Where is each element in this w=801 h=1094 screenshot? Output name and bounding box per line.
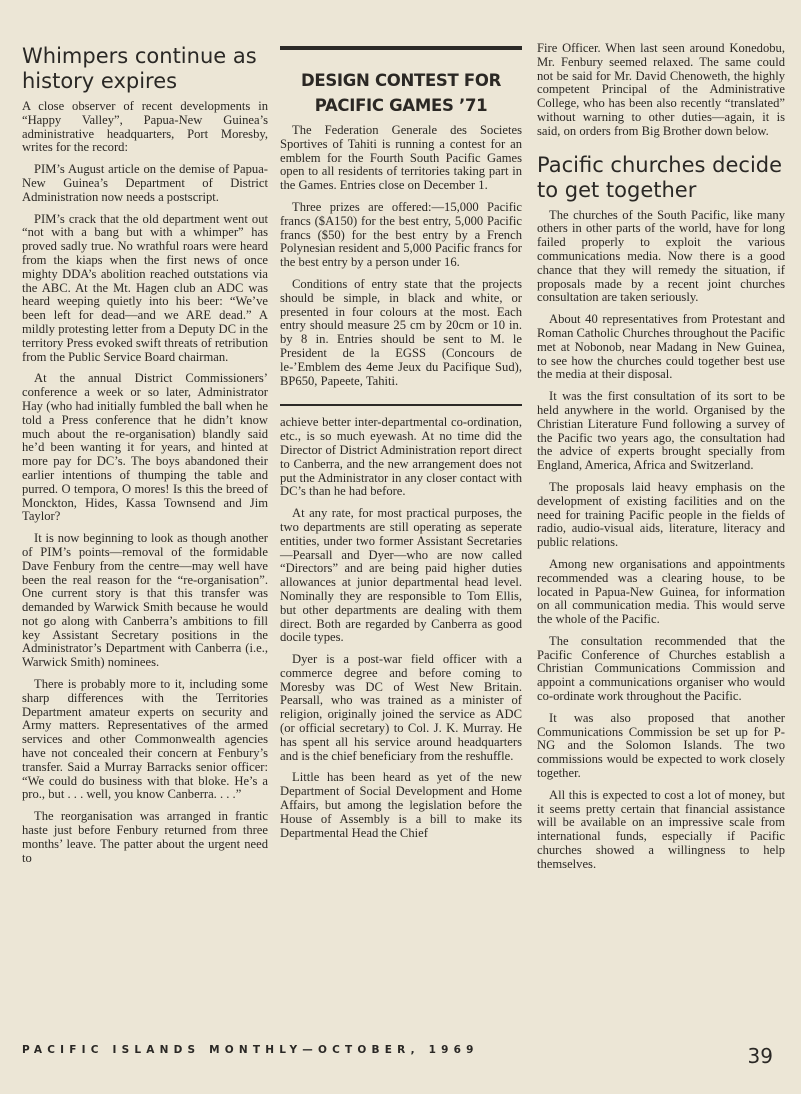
paragraph: There is probably more to it, including some sharp differences with the Territories Department amateur experts on security and Army matters. Representatives of the armed services and other Commonwealth agencies have not concealed their concern at Fenbury’s transfer. Said a Murray Barracks senior officer: “We could do business with that bloke. He’s a pro., but . . . well, you know Canberra. . . .” [22,677,268,802]
running-footer: PACIFIC ISLANDS MONTHLY—OCTOBER, 1969 [22,1044,479,1056]
paragraph: The churches of the South Pacific, like many others in other parts of the world, have for long failed properly to exploit the various communications media. Now there is a good chance that they will remedy the situation, if proposals made by a recent joint churches consultation are taken seriously. [537,207,785,305]
box-rule-top [280,46,522,50]
headline-pacific-churches: Pacific churches decide to get together [537,152,783,202]
article-whimpers-continued [280,416,522,840]
paragraph: It is now beginning to look as though another of PIM’s points—removal of the formidable Dave Fenbury from the centre—may well have been the real reason for the “re-organisation”. One current story is that this transfer was demanded by Warwick Smith because he would not go along with Canberra’s ambitions to fill key Assistant Secretary positions in the Administrator’s Department with Canberra (i.e., Warwick Smith) nominees. [22,531,268,670]
paragraph: At any rate, for most practical purposes, the two departments are still operating as seperate entities, under two former Assistant Secretaries—Pearsall and Dyer—who are now called “Directors” and are being paid higher duties allowances at junior departmental head level. Nominally they are responsible to Tom Ellis, but other departments are dealing with them direct. Both are regarded by Canberra as good docile types. [280,506,522,645]
article-churches-body [537,209,785,872]
paragraph: achieve better inter-departmental co-ordination, etc., is so much eyewash. At no time did the Director of District Administration report direct to Canberra, and the new arrangement does not put the Administrator in any closer contact with DC’s than he had before. [280,415,522,499]
paragraph: The reorganisation was arranged in frantic haste just before Fenbury returned from three months’ leave. The patter about the urgent need to [22,809,268,865]
paragraph: Among new organisations and appointments recommended was a clearing house, to be located in Papua-New Guinea, for information on all communication media. This would serve the whole of the Pacific. [537,556,785,627]
column-left [22,0,268,873]
column-right [537,0,785,880]
contest-box [280,68,522,388]
paragraph: PIM’s August article on the demise of Papua-New Guinea’s Department of District Administration now needs a postscript. [22,162,268,204]
paragraph: Fire Officer. When last seen around Konedobu, Mr. Fenbury seemed relaxed. The same could not be said for Mr. David Chenoweth, the highly competent Principal of the Administrative College, who has been also recently “translated” without warning to other duties—again, it is said, on orders from Big Brother down below. [537,41,785,138]
paragraph: It was the first consultation of its sort to be held anywhere in the world. Organised by the Christian Literature Fund following a survey of the Pacific two years ago, the consultation had the advice of experts brought specially from England, America, Africa and Switzerland. [537,389,785,473]
paragraph: Little has been heard as yet of the new Department of Social Development and Home Affairs, but among the legislation before the House of Assembly is a bill to make its Departmental Head the Chief [280,770,522,840]
paragraph: The Federation Generale des Societes Sportives of Tahiti is running a contest for an emblem for the Fourth South Pacific Games open to all residents of territories taking part in the Games. Entries close on December 1. [280,123,522,193]
paragraph: The proposals laid heavy emphasis on the development of existing facilities and on the need for training Pacific people in the fields of radio, audio-visual aids, literature, literacy and public relations. [537,479,785,550]
paragraph: The consultation recommended that the Pacific Conference of Churches establish a Christian Communications Commission and appoint a communications organiser who would co-ordinate work throughout the Pacific. [537,633,785,704]
paragraph: At the annual District Commissioners’ conference a week or so later, Administrator Hay (who had initially fumbled the ball when he told a Press conference that he didn’t know much about the re-organisation) blandly said he’d been wanting it for years, and hinted at more pay for DC’s. The boys abandoned their earlier intentions of thumping the table and purred. O tempora, O mores! Is this the breed of Monckton, Hides, Kassa Townsend and Jim Taylor? [22,371,268,524]
paragraph: Dyer is a post-war field officer with a commerce degree and before coming to Moresby was DC of West New Britain. Pearsall, who was trained as a minister of religion, originally joined the service as ADC (or official secretary) to Col. J. K. Murray. He has spent all his service around headquarters and is the chief beneficiary from the reshuffle. [280,652,522,763]
headline-design-contest: DESIGN CONTEST FOR PACIFIC GAMES ’71 [300,71,502,115]
paragraph: About 40 representatives from Protestant and Roman Catholic Churches throughout the Pacific met at Nobonob, near Madang in New Guinea, to see how the churches could together best use the media at their disposal. [537,312,785,382]
headline-whimpers: Whimpers continue as history expires [22,44,257,93]
paragraph: Three prizes are offered:—15,000 Pacific francs ($A150) for the best entry, 5,000 Pacific francs ($50) for the best entry by a French Polynesian resident and 5,000 Pacific francs for the best entry by a person under 16. [280,199,522,270]
page-number: 39 [747,1044,773,1068]
paragraph: All this is expected to cost a lot of money, but it seems pretty certain that financial assistance will be available on an impressive scale from international funds, especially if Pacific churches showed a willingness to help themselves. [537,787,785,871]
paragraph: Conditions of entry state that the projects should be simple, in black and white, or presented in four colours at the most. Each entry should measure 25 cm by 20cm or 10 in. by 8 in. Entries should be sent to M. le President de la EGSS (Concours de le-’Emblem des 4eme Jeux du Pacifique Sud), BP650, Papeete, Tahiti. [280,276,522,388]
paragraph: PIM’s crack that the old department went out “not with a bang but with a whimper” has proved sadly true. No wrathful roars were heard from the kiaps when the first news of once mighty DDA’s abolition reached outstations via the ABC. At the Mt. Hagen club an ADC was heard weeping quietly into his beer: “We’ve been left for dead—and we ARE dead.” A mildly protesting letter from a Deputy DC in the territory Press evoked swift threats of retribution from the Public Service Board chairman. [22,211,268,364]
column-middle [280,0,522,848]
paragraph: It was also proposed that another Communications Commission be set up for P-NG and the Solomon Islands. The two commissions would be expected to work closely together. [537,710,785,781]
box-rule-bottom [280,404,522,406]
article-whimpers-body [22,100,268,865]
paragraph: A close observer of recent developments in “Happy Valley”, Papua-New Guinea’s administrative headquarters, Port Moresby, writes for the record: [22,99,268,155]
